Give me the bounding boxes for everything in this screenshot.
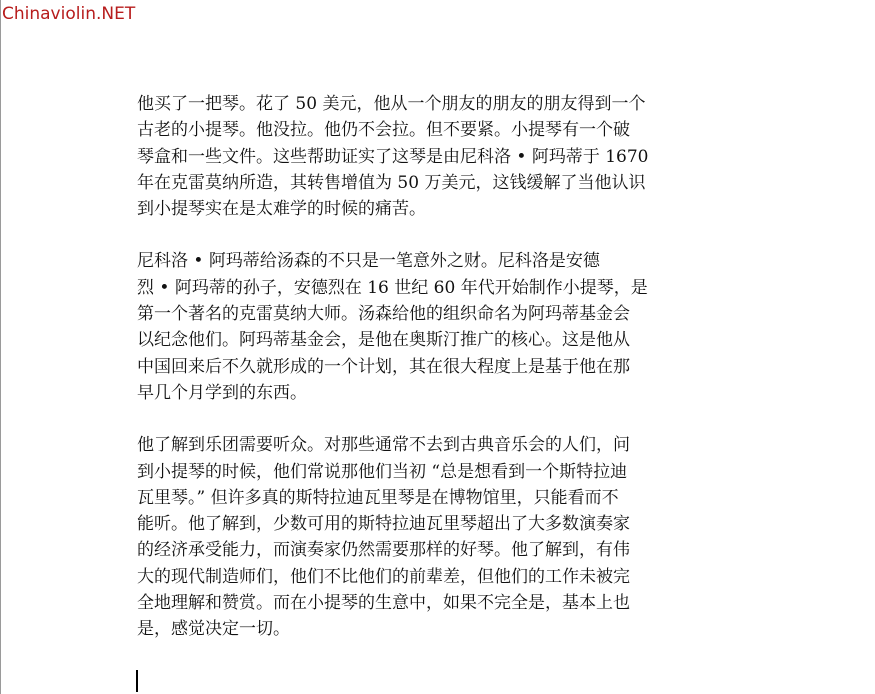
text-cursor (136, 670, 138, 692)
document-body[interactable] (137, 91, 757, 669)
watermark-logo: Chinaviolin.NET (2, 4, 136, 24)
page-left-edge (0, 0, 1, 694)
paragraph-3: 他了解到乐团需要听众。对那些通常不去到古典音乐会的人们，问 到小提琴的时候，他们常说那他们当初 “总是想看到一个斯特拉迪 瓦里琴。” 但许多真的斯特拉迪瓦里琴是在博物馆里，只能看而不 能听。他了解到，少数可用的斯特拉迪瓦里琴超出了大多数演奏家 的经济承受能力，而演奏家仍然需要那样的好琴。他了解到，有伟 大的现代制造师们，他们不比他们的前辈差，但他们的工作未被完 全地理解和赞赏。而在小提琴的生意中，如果不完全是，基本上也 是，感觉决定一切。 (137, 435, 630, 640)
paragraph-2: 尼科洛 • 阿玛蒂给汤森的不只是一笔意外之财。尼科洛是安德 烈 • 阿玛蒂的孙子，安德烈在 16 世纪 60 年代开始制作小提琴，是 第一个著名的克雷莫纳大师。汤森给他的组织命名为阿玛蒂基金会 以纪念他们。阿玛蒂基金会，是他在奥斯汀推广的核心。这是他从 中国回来后不久就形成的一个计划，其在很大程度上是基于他在那 早几个月学到的东西。 (137, 251, 648, 403)
paragraph-1: 他买了一把琴。花了 50 美元，他从一个朋友的朋友的朋友得到一个 古老的小提琴。他没拉。他仍不会拉。但不要紧。小提琴有一个破 琴盒和一些文件。这些帮助证实了这琴是由尼科洛 • 阿玛蒂于 1670 年在克雷莫纳所造，其转售增值为 50 万美元，这钱缓解了当他认识 到小提琴实在是太难学的时候的痛苦。 (137, 94, 649, 220)
